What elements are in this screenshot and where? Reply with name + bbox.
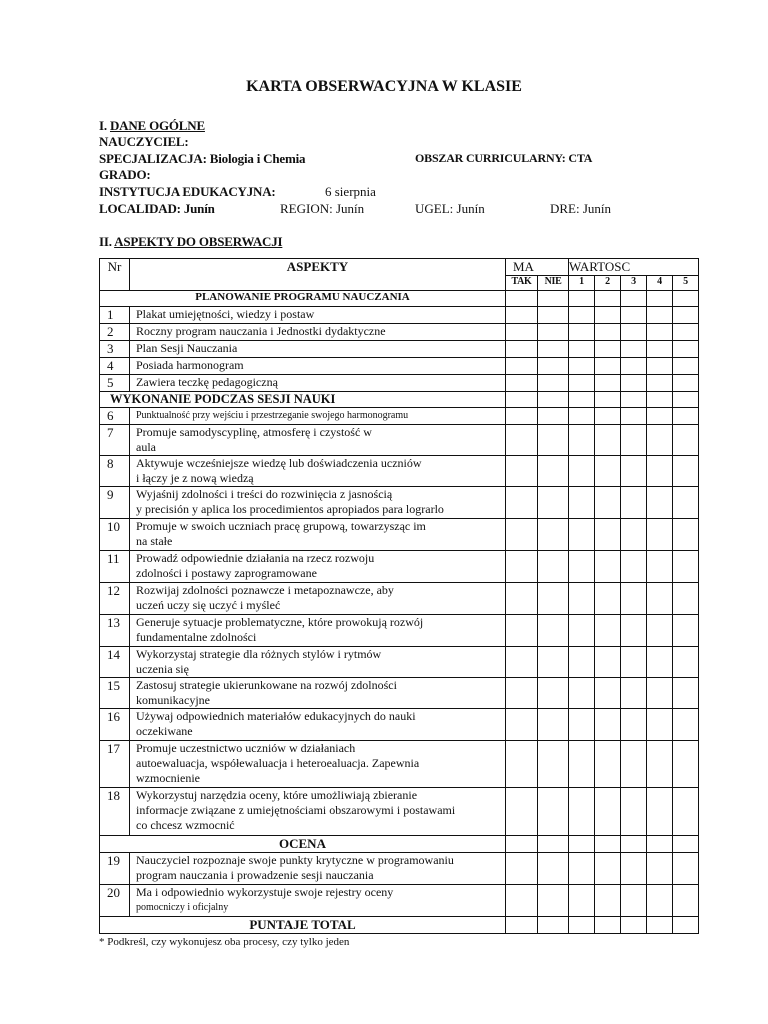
aspect-line: komunikacyjne [136, 693, 210, 707]
scale-header-2: 2 [595, 276, 621, 291]
row-number: 16 [100, 709, 130, 741]
aspect-text [130, 788, 506, 836]
rating-cell-3[interactable] [621, 741, 647, 788]
rating-cell-5[interactable] [673, 678, 699, 709]
rating-cell-1[interactable] [569, 885, 595, 917]
rating-cell-1[interactable] [569, 307, 595, 324]
total-cell[interactable] [673, 917, 699, 934]
row-number: 2 [100, 324, 130, 341]
rating-cell-2[interactable] [595, 408, 621, 425]
section1-title: DANE OGÓLNE [109, 118, 205, 133]
aspect-text [130, 741, 506, 788]
aspect-text [130, 408, 506, 425]
aspect-line: Ma i odpowiednio wykorzystuje swoje rejestry oceny [136, 885, 394, 899]
rating-cell-5[interactable] [673, 408, 699, 425]
rating-cell-5[interactable] [673, 551, 699, 583]
rating-cell-1[interactable] [569, 788, 595, 836]
rating-cell-5[interactable] [673, 425, 699, 456]
rating-cell-1[interactable] [569, 583, 595, 615]
aspect-line: Roczny program nauczania i Jednostki dydaktyczne [136, 324, 386, 338]
rating-cell-4[interactable] [647, 583, 673, 615]
rating-cell-3[interactable] [621, 408, 647, 425]
row-number: 11 [100, 551, 130, 583]
row-number: 6 [100, 408, 130, 425]
rating-cell-nie[interactable] [538, 551, 569, 583]
aspect-text [130, 456, 506, 487]
scale-header-4: 4 [647, 276, 673, 291]
rating-cell-5[interactable] [673, 324, 699, 341]
aspect-line: Promuje samodyscyplinę, atmosferę i czystość w [136, 425, 372, 439]
field-data: 6 sierpnia [325, 184, 376, 199]
rating-cell-3[interactable] [621, 583, 647, 615]
row-number: 1 [100, 307, 130, 324]
aspect-line: na stałe [136, 534, 173, 548]
rating-cell-tak[interactable] [506, 456, 538, 487]
rating-cell-2[interactable] [595, 788, 621, 836]
table-row [100, 307, 699, 324]
aspect-line: Zawiera teczkę pedagogiczną [136, 375, 278, 389]
observation-table [99, 258, 699, 934]
rating-cell-4[interactable] [647, 551, 673, 583]
aspect-text [130, 885, 506, 917]
rating-cell-nie[interactable] [538, 519, 569, 551]
rating-cell-tak[interactable] [506, 307, 538, 324]
rating-cell-4[interactable] [647, 324, 673, 341]
field-grado: GRADO: [99, 167, 151, 182]
rating-cell-1[interactable] [569, 358, 595, 375]
aspect-text [130, 341, 506, 358]
aspect-line: co chcesz wzmocnić [136, 818, 235, 832]
field-dre: DRE: Junín [550, 201, 612, 216]
rating-cell-3[interactable] [621, 425, 647, 456]
table-row [100, 408, 699, 425]
aspect-line: Rozwijaj zdolności poznawcze i metapoznawcze, aby [136, 583, 394, 597]
row-number: 7 [100, 425, 130, 456]
section-planowanie: PLANOWANIE PROGRAMU NAUCZANIA [100, 291, 506, 307]
rating-cell-1[interactable] [569, 615, 595, 647]
rating-cell-3[interactable] [621, 358, 647, 375]
rating-cell-nie[interactable] [538, 487, 569, 519]
rating-cell-1[interactable] [569, 324, 595, 341]
rating-cell-2[interactable] [595, 853, 621, 885]
rating-cell-2[interactable] [595, 341, 621, 358]
rating-cell-2[interactable] [595, 425, 621, 456]
table-row [100, 375, 699, 392]
row-number: 8 [100, 456, 130, 487]
rating-cell-2[interactable] [595, 307, 621, 324]
section-ocena: OCENA [100, 836, 506, 853]
row-number: 9 [100, 487, 130, 519]
rating-cell-nie[interactable] [538, 853, 569, 885]
rating-cell-4[interactable] [647, 647, 673, 678]
row-number: 3 [100, 341, 130, 358]
rating-cell-5[interactable] [673, 519, 699, 551]
aspect-line: zdolności i postawy zaprogramowane [136, 566, 317, 580]
col-ma-header: MA [506, 259, 569, 276]
rating-cell-3[interactable] [621, 307, 647, 324]
rating-cell-2[interactable] [595, 519, 621, 551]
section2-heading [99, 234, 282, 250]
rating-cell-5[interactable] [673, 583, 699, 615]
row-number: 15 [100, 678, 130, 709]
rating-cell-4[interactable] [647, 341, 673, 358]
aspect-line: uczeń uczy się uczyć i myśleć [136, 598, 281, 612]
aspect-line: Zastosuj strategie ukierunkowane na rozwój zdolności [136, 678, 397, 692]
rating-cell-4[interactable] [647, 307, 673, 324]
row-number: 4 [100, 358, 130, 375]
rating-cell-1[interactable] [569, 375, 595, 392]
field-localidad: LOCALIDAD: Junín [99, 201, 215, 216]
table-row [100, 647, 699, 678]
aspect-text [130, 678, 506, 709]
rating-cell-4[interactable] [647, 358, 673, 375]
rating-cell-3[interactable] [621, 324, 647, 341]
rating-cell-1[interactable] [569, 408, 595, 425]
col-wartosc-header: WARTOSC [569, 259, 699, 276]
aspect-line: aula [136, 440, 156, 454]
aspect-line: Plakat umiejętności, wiedzy i postaw [136, 307, 315, 321]
aspect-line: y precisión y aplica los procedimientos apropiados para lograrlo [136, 502, 444, 516]
rating-cell-5[interactable] [673, 741, 699, 788]
col-aspekty-header: ASPEKTY [130, 259, 506, 291]
rating-cell-1[interactable] [569, 853, 595, 885]
row-number: 14 [100, 647, 130, 678]
rating-cell-tak[interactable] [506, 647, 538, 678]
rating-cell-2[interactable] [595, 885, 621, 917]
rating-cell-tak[interactable] [506, 741, 538, 788]
rating-cell-2[interactable] [595, 709, 621, 741]
rating-cell-5[interactable] [673, 885, 699, 917]
rating-cell-1[interactable] [569, 519, 595, 551]
rating-cell-5[interactable] [673, 788, 699, 836]
rating-cell-2[interactable] [595, 647, 621, 678]
table-row [100, 487, 699, 519]
rating-cell-tak[interactable] [506, 375, 538, 392]
rating-cell-tak[interactable] [506, 519, 538, 551]
rating-cell-4[interactable] [647, 741, 673, 788]
aspect-text [130, 647, 506, 678]
total-cell[interactable] [569, 917, 595, 934]
aspect-line: Posiada harmonogram [136, 358, 244, 372]
rating-cell-tak[interactable] [506, 583, 538, 615]
aspect-line: Plan Sesji Nauczania [136, 341, 238, 355]
aspect-text [130, 425, 506, 456]
rating-cell-nie[interactable] [538, 341, 569, 358]
rating-cell-tak[interactable] [506, 853, 538, 885]
rating-cell-5[interactable] [673, 456, 699, 487]
rating-cell-nie[interactable] [538, 358, 569, 375]
aspect-line: Wykorzystuj narzędzia oceny, które umożliwiają zbieranie [136, 788, 418, 802]
table-row [100, 324, 699, 341]
rating-cell-5[interactable] [673, 647, 699, 678]
rating-cell-4[interactable] [647, 519, 673, 551]
rating-cell-2[interactable] [595, 375, 621, 392]
rating-cell-5[interactable] [673, 358, 699, 375]
aspect-line: i łączy je z nową wiedzą [136, 471, 254, 485]
table-row [100, 358, 699, 375]
rating-cell-nie[interactable] [538, 788, 569, 836]
rating-cell-tak[interactable] [506, 324, 538, 341]
aspect-line: program nauczania i prowadzenie sesji nauczania [136, 868, 374, 882]
row-number: 17 [100, 741, 130, 788]
row-number: 20 [100, 885, 130, 917]
table-row [100, 456, 699, 487]
rating-cell-1[interactable] [569, 551, 595, 583]
rating-cell-tak[interactable] [506, 487, 538, 519]
aspect-text [130, 853, 506, 885]
rating-cell-4[interactable] [647, 487, 673, 519]
col-nr-header: Nr [100, 259, 130, 291]
rating-cell-3[interactable] [621, 551, 647, 583]
rating-cell-4[interactable] [647, 788, 673, 836]
scale-header-3: 3 [621, 276, 647, 291]
rating-cell-tak[interactable] [506, 885, 538, 917]
rating-cell-2[interactable] [595, 551, 621, 583]
document-title: KARTA OBSERWACYJNA W KLASIE [246, 78, 522, 95]
aspect-line: uczenia się [136, 662, 189, 676]
rating-cell-2[interactable] [595, 678, 621, 709]
total-cell[interactable] [538, 917, 569, 934]
rating-cell-1[interactable] [569, 678, 595, 709]
rating-cell-3[interactable] [621, 885, 647, 917]
aspect-line: Prowadź odpowiednie działania na rzecz rozwoju [136, 551, 375, 565]
rating-cell-5[interactable] [673, 709, 699, 741]
rating-cell-4[interactable] [647, 408, 673, 425]
table-row [100, 425, 699, 456]
rating-cell-1[interactable] [569, 741, 595, 788]
row-number: 18 [100, 788, 130, 836]
rating-cell-nie[interactable] [538, 741, 569, 788]
rating-cell-2[interactable] [595, 456, 621, 487]
rating-cell-nie[interactable] [538, 456, 569, 487]
rating-cell-nie[interactable] [538, 583, 569, 615]
aspect-text [130, 307, 506, 324]
rating-cell-5[interactable] [673, 487, 699, 519]
rating-cell-3[interactable] [621, 788, 647, 836]
footnote: * Podkreśl, czy wykonujesz oba procesy, czy tylko jeden [99, 936, 350, 948]
aspect-text [130, 375, 506, 392]
aspect-text [130, 519, 506, 551]
rating-cell-3[interactable] [621, 487, 647, 519]
rating-cell-4[interactable] [647, 853, 673, 885]
rating-cell-2[interactable] [595, 615, 621, 647]
rating-cell-nie[interactable] [538, 615, 569, 647]
field-specjalizacja: SPECJALIZACJA: Biologia i Chemia [99, 151, 306, 166]
rating-cell-2[interactable] [595, 741, 621, 788]
rating-cell-4[interactable] [647, 375, 673, 392]
rating-cell-3[interactable] [621, 456, 647, 487]
total-cell[interactable] [647, 917, 673, 934]
table-row [100, 615, 699, 647]
rating-cell-1[interactable] [569, 647, 595, 678]
aspect-text [130, 551, 506, 583]
rating-cell-tak[interactable] [506, 408, 538, 425]
field-obszar: OBSZAR CURRICULARNY: CTA [415, 151, 593, 165]
row-number: 10 [100, 519, 130, 551]
rating-cell-3[interactable] [621, 519, 647, 551]
rating-cell-3[interactable] [621, 853, 647, 885]
rating-cell-tak[interactable] [506, 709, 538, 741]
rating-cell-5[interactable] [673, 375, 699, 392]
rating-cell-4[interactable] [647, 456, 673, 487]
col-nie-header: NIE [538, 276, 569, 291]
rating-cell-nie[interactable] [538, 408, 569, 425]
rating-cell-nie[interactable] [538, 324, 569, 341]
rating-cell-5[interactable] [673, 341, 699, 358]
aspect-text [130, 583, 506, 615]
aspect-line: informacje związane z umiejętnościami obszarowymi i postawami [136, 803, 456, 817]
rating-cell-nie[interactable] [538, 425, 569, 456]
rating-cell-3[interactable] [621, 615, 647, 647]
section-wykonanie: WYKONANIE PODCZAS SESJI NAUKI [100, 392, 506, 408]
table-row [100, 583, 699, 615]
rating-cell-4[interactable] [647, 615, 673, 647]
aspect-line: Używaj odpowiednich materiałów edukacyjnych do nauki [136, 709, 416, 723]
rating-cell-5[interactable] [673, 307, 699, 324]
rating-cell-4[interactable] [647, 425, 673, 456]
aspect-line: Wyjaśnij zdolności i treści do rozwinięcia z jasnością [136, 487, 393, 501]
row-number: 12 [100, 583, 130, 615]
rating-cell-1[interactable] [569, 341, 595, 358]
section2-title: ASPEKTY DO OBSERWACJI [114, 234, 283, 249]
rating-cell-nie[interactable] [538, 375, 569, 392]
aspect-line: Promuje uczestnictwo uczniów w działaniach [136, 741, 356, 755]
aspect-line: Punktualność przy wejściu i przestrzeganie swojego harmonogramu [136, 410, 409, 421]
rating-cell-tak[interactable] [506, 678, 538, 709]
rating-cell-1[interactable] [569, 456, 595, 487]
rating-cell-tak[interactable] [506, 615, 538, 647]
aspect-line: fundamentalne zdolności [136, 630, 257, 644]
rating-cell-2[interactable] [595, 583, 621, 615]
aspect-text [130, 709, 506, 741]
rating-cell-tak[interactable] [506, 551, 538, 583]
aspect-text [130, 615, 506, 647]
rating-cell-2[interactable] [595, 358, 621, 375]
scale-header-5: 5 [673, 276, 699, 291]
total-cell[interactable] [621, 917, 647, 934]
total-cell[interactable] [506, 917, 538, 934]
aspect-text [130, 487, 506, 519]
aspect-line: autoewaluacja, współewaluacja i heteroealuacja. Zapewnia [136, 756, 420, 770]
aspect-line: Generuje sytuacje problematyczne, które prowokują rozwój [136, 615, 424, 629]
table-row [100, 788, 699, 836]
table-row [100, 885, 699, 917]
rating-cell-5[interactable] [673, 615, 699, 647]
rating-cell-3[interactable] [621, 647, 647, 678]
rating-cell-tak[interactable] [506, 788, 538, 836]
table-row [100, 551, 699, 583]
aspect-line: Promuje w swoich uczniach pracę grupową, towarzysząc im [136, 519, 426, 533]
table-row [100, 519, 699, 551]
table-row [100, 678, 699, 709]
total-row: PUNTAJE TOTAL [100, 917, 506, 934]
section1-number: I. [99, 118, 107, 133]
rating-cell-tak[interactable] [506, 358, 538, 375]
aspect-text [130, 358, 506, 375]
rating-cell-4[interactable] [647, 709, 673, 741]
table-row [100, 741, 699, 788]
aspect-line: Wykorzystaj strategie dla różnych stylów i rytmów [136, 647, 382, 661]
field-ugel: UGEL: Junín [415, 201, 485, 216]
table-row [100, 341, 699, 358]
scale-header-1: 1 [569, 276, 595, 291]
rating-cell-3[interactable] [621, 678, 647, 709]
row-number: 13 [100, 615, 130, 647]
rating-cell-2[interactable] [595, 324, 621, 341]
section1-heading [99, 118, 253, 134]
row-number: 5 [100, 375, 130, 392]
rating-cell-3[interactable] [621, 375, 647, 392]
col-tak-header: TAK [506, 276, 538, 291]
aspect-line: pomocniczy i oficjalny [136, 902, 229, 913]
rating-cell-1[interactable] [569, 425, 595, 456]
rating-cell-1[interactable] [569, 487, 595, 519]
rating-cell-4[interactable] [647, 885, 673, 917]
rating-cell-1[interactable] [569, 709, 595, 741]
field-instytucja: INSTYTUCJA EDUKACYJNA: [99, 184, 276, 199]
rating-cell-tak[interactable] [506, 341, 538, 358]
table-row [100, 853, 699, 885]
rating-cell-nie[interactable] [538, 647, 569, 678]
aspect-line: wzmocnienie [136, 771, 200, 785]
table-row [100, 709, 699, 741]
rating-cell-tak[interactable] [506, 425, 538, 456]
field-region: REGION: Junín [280, 201, 365, 216]
aspect-text [130, 324, 506, 341]
aspect-line: Nauczyciel rozpoznaje swoje punkty krytyczne w programowaniu [136, 853, 454, 867]
rating-cell-3[interactable] [621, 341, 647, 358]
field-nauczyciel: NAUCZYCIEL: [99, 134, 189, 149]
aspect-line: Aktywuje wcześniejsze wiedzę lub doświadczenia uczniów [136, 456, 422, 470]
rating-cell-3[interactable] [621, 709, 647, 741]
row-number: 19 [100, 853, 130, 885]
rating-cell-2[interactable] [595, 487, 621, 519]
rating-cell-nie[interactable] [538, 307, 569, 324]
total-cell[interactable] [595, 917, 621, 934]
aspect-line: oczekiwane [136, 724, 193, 738]
rating-cell-nie[interactable] [538, 678, 569, 709]
section2-number: II. [99, 234, 112, 249]
rating-cell-5[interactable] [673, 853, 699, 885]
rating-cell-4[interactable] [647, 678, 673, 709]
rating-cell-nie[interactable] [538, 885, 569, 917]
rating-cell-nie[interactable] [538, 709, 569, 741]
